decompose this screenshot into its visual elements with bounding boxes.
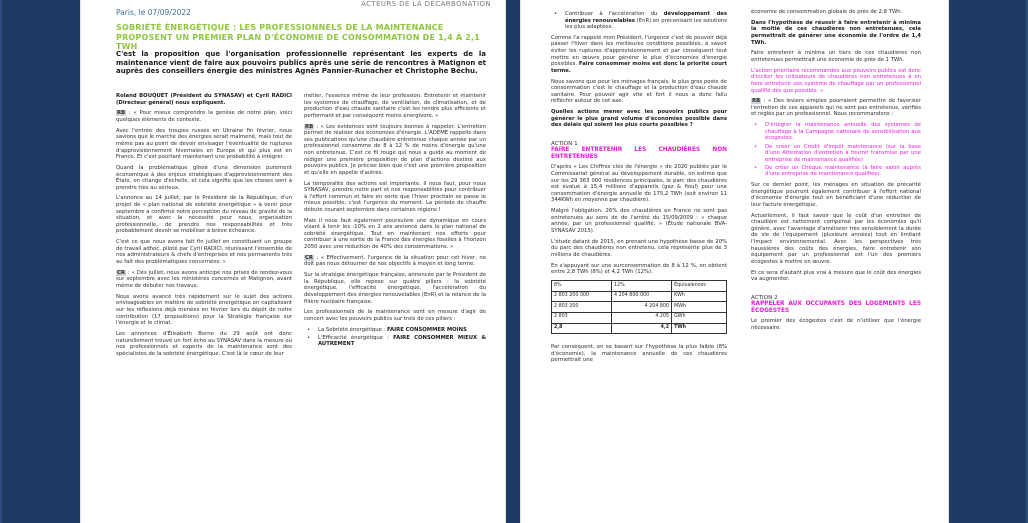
table-cell: 4 204 800 <box>612 302 672 313</box>
action-2-label: ACTION 2 <box>751 294 778 301</box>
table-row <box>552 291 727 302</box>
paragraph: métier, l'essence même de leur profession. Entretenir et maintenir les systèmes de chauffage, de ventilation, de climatisation, et de production d'eau chaude sanitaire c'est les rendre plus efficients et performant et par conséquent moins énergivore. » <box>304 93 486 119</box>
paragraph: Sur ce dernier point, les ménages en situation de précarité énergétique pourront également contribuer à l'effort national d'économie d'énergie tout en bénéficiant d'une réduction de leur facture énergétique. <box>751 182 921 208</box>
paragraph: Et ce sera d'autant plus vrai à mesure que le coût des énergies va augmenter. <box>751 269 921 283</box>
action-2-title: RAPPELER AUX OCCUPANTS DES LOGEMENTS LES ÉCOGESTES <box>751 301 921 315</box>
table-cell: 4,2 <box>612 323 672 334</box>
pillar-label: Contribuer à l'accélération du <box>565 11 664 17</box>
paragraph: Les annonces d'Élisabeth Borne du 29 août ont donc naturellement trouvé un fort écho au SYNASAV dans la mesure où nos professionnels et experts de la maintenance sont des spécialistes de la sobriété énergétique. C'est là le cœur de leur <box>116 330 292 357</box>
priority-recommendation: L'action prioritaire recommandée aux pouvoirs publics est donc d'inciter les utilisateurs de chaudières non entretenues à en faire entretenir son système de chauffage par un professionnel qualifié dès que possible. » <box>751 67 921 94</box>
paragraph-text: : « Pour mieux comprendre la genèse de notre plan, voici quelques éléments de contexte. <box>116 110 292 123</box>
paragraph <box>304 255 486 268</box>
paragraph-text: : « Les évidences sont toujours bonnes à rappeler. L'entretien permet de réaliser des économies d'énergie. L'ADEME rappelle dans ses publications qu'une chaudière entretenue chaque année par un professionnel consomme de 8 à 12 % de moins d'énergie qu'une non entretenue. C'est ce fil rouge qui nous a guidé au moment de rédiger une première proposition de plan d'actions destiné aux pouvoirs publics. Je précise bien que c'est une première proposition et qu'elle en appelle d'autres. <box>304 123 486 176</box>
paragraph: En s'appuyant sur une surconsommation de 8 à 12 %, on obtient entre 2,8 TWh (8%) et 4,2 TWh (12%). <box>551 262 727 276</box>
paragraph: Actuellement, il faut savoir que le coût d'un entretien de chaudière est nettement compensé par les économies qu'il génère, avec l'avantage d'améliorer très sensiblement la durée de vie de l'équipement (plusieurs années) tout en limitant l'impact environnemental. Avec les perspectives très haussières des coûts des énergies, faire entretenir son équipement par un professionnel est l'un des premiers écogestes à mettre en œuvre. <box>751 212 921 265</box>
recommendation-list <box>751 122 921 178</box>
page1-column-1 <box>116 93 292 361</box>
table-cell: 2 803 200 000 <box>552 291 612 302</box>
pillar-list <box>304 327 486 348</box>
paragraph: D'après « Les Chiffres clés de l'énergie » de 2020 publiés par le Commissariat général au développement durable, on estime que sur les 29 363 000 résidences principales, le parc des chaudières est évalué à 15,4 millions d'appareils (gaz & fioul) pour une consommation d'énergie annuelle de 175,2 TWh (soit environ 11 344KWh en moyenne par chaudière). <box>551 164 727 204</box>
table-cell: 2,8 <box>552 323 612 334</box>
table-cell: 2 803 200 <box>552 302 612 313</box>
paragraph: L'annonce au 14 juillet, par le Président de la République, d'un projet de « plan national de sobriété énergétique » à venir pour septembre a confirmé notre perception du niveau de gravité de la situation, et avec la nécessité pour nous, organisation professionnelle, de prendre nos responsabilités et très probablement devoir se mobiliser à brève échéance. <box>116 195 292 235</box>
paragraph: Quand la problématique glisse d'une dimension purement économique à des enjeux stratégiques d'approvisionnement des États, on change d'échelle, et cela signifie que les choses sont à prendre très au sérieux. <box>116 164 292 191</box>
pillar-item <box>304 327 486 334</box>
pillar-label: La Sobriété énergétique : <box>318 326 388 333</box>
page1-column-2 <box>304 93 486 352</box>
equivalence-table <box>551 280 727 334</box>
table-cell: 4 204 800 000 <box>612 291 672 302</box>
document-page-1 <box>80 0 506 523</box>
table-cell: 4 205 <box>612 312 672 323</box>
paragraph: Nous savons que pour les ménages français, le plus gros poste de consommation c'est le chauffage et la production d'eau chaude sanitaire. Pour pouvoir agir vite et fort il nous a donc fallu réfléchir autour de cet axe. <box>551 78 727 105</box>
pillar-list-continued <box>551 11 727 31</box>
table-header-cell: 12% <box>612 281 672 292</box>
table-row <box>552 312 727 323</box>
paragraph-text: : « Des leviers simples pourraient permettre de favoriser l'entretien de ces appareils qui ne sont pas entretenus, vérifiés et réglés par un professionnel. Nous recommandons : <box>751 98 921 118</box>
paragraph-emphasis: Dans l'hypothèse de réussir à faire entretenir à minima la moitié de ces chaudières non entretenues, cela permettrait de générer une économie de l'ordre de 1,4 TWh. <box>751 19 921 46</box>
table-header-cell: 8% <box>552 281 612 292</box>
speaker-initials: CR <box>305 254 313 261</box>
paragraph-emphasis: Faire consommer moins est donc la priorité court terme. <box>551 61 727 74</box>
speaker-initials: RB <box>117 110 126 117</box>
key-question: Quelles actions mener avec les pouvoirs publics pour générer le plus grand volume d'économies possible dans des délais qui soient les plus courts possibles ? <box>551 109 727 129</box>
table-header-cell: Équivalences <box>672 281 727 292</box>
paragraph: Les professionnels de la maintenance sont en mesure d'agir de concert avec les pouvoirs publics sur trois de ces piliers : <box>304 309 486 322</box>
pillar-item <box>551 11 727 31</box>
pillar-goal: FAIRE CONSOMMER MIEUX & AUTREMENT <box>318 334 486 348</box>
paragraph-text: : « Dès juillet, nous avons anticipé nos prises de rendez-vous sur septembre avec les ministères concernés et Matignon, avant même de débuter nos travaux. <box>116 269 292 289</box>
recommendation-item: • De créer un Chèque maintenance (à faire valoir auprès d'une entreprise de maintenance qualifiée). <box>751 165 921 178</box>
page2-column-1 <box>551 9 727 368</box>
header-tag: ACTEURS DE LA DÉCARBONATION <box>361 0 491 8</box>
paragraph <box>116 270 292 290</box>
paragraph-text: Comme l'a rappelé mon Président, l'urgence c'est de pouvoir déjà passer l'hiver dans les meilleures conditions possibles, à savoir éviter les ruptures d'approvisionnement et par conséquent tout mettre en œuvre pour générer le plus d'économies d'énergie possibles. <box>551 34 727 68</box>
table-cell: TWh <box>672 323 727 334</box>
pillar-detail: (EnR) en préconisant les solutions les plus adaptées. <box>565 17 727 31</box>
pillar-label: L'Efficacité énergétique : <box>318 334 394 341</box>
page2-column-2 <box>751 9 921 336</box>
paragraph: L'étude datant de 2015, en prenant une hypothèse basse de 20% du parc des chaudières non entretenu, cela représente plus de 3 millions de chaudières. <box>551 238 727 258</box>
paragraph: Sur la stratégie énergétique française, annoncée par le Président de la République, elle repose sur quatre piliers : la sobriété énergétique, l'efficacité énergétique, l'accélération du développement des énergies renouvelables (EnR) et la relance de la filière nucléaire française. <box>304 272 486 305</box>
document-page-2 <box>520 0 949 523</box>
table-cell: 2 803 <box>552 312 612 323</box>
action-1-title: FAIRE ENTRETENIR LES CHAUDIÈRES NON ENTRETENUES <box>551 147 727 161</box>
paragraph: Par conséquent, en se basant sur l'hypothèse la plus faible (8% d'économie), la maintenance annuelle de ces chaudières permettrait une <box>551 344 727 364</box>
press-date: Paris, le 07/09/2022 <box>116 8 191 17</box>
paragraph <box>551 35 727 75</box>
paragraph: C'est ce que nous avons fait fin juillet en constituant un groupe de travail adhoc, piloté par Cyril RADICI, réunissant l'ensemble de nos administrateurs & chefs d'entreprises et nos permanents très au fait des problématiques concernées. » <box>116 239 292 265</box>
paragraph: économie de consommation globale de près de 2,8 TWh. <box>751 9 903 15</box>
pillar-goal: FAIRE CONSOMMER MOINS <box>387 326 467 333</box>
paragraph <box>751 98 921 118</box>
paragraph-text: : « Effectivement, l'urgence de la situation pour cet hiver, ne doit pas nous détourner de nos objectifs à moyen et long terme. <box>304 254 486 268</box>
pillar-item <box>304 335 486 348</box>
table-cell: MWh <box>672 302 727 313</box>
paragraph <box>116 110 292 123</box>
paragraph: Le premier des écogestes c'est de n'utiliser que l'énergie nécessaire. <box>751 318 921 331</box>
press-title: SOBRIÉTÉ ÉNERGÉTIQUE : LES PROFESSIONNELS DE LA MAINTENANCE PROPOSENT UN PREMIER PLAN D'ÉCONOMIE DE CONSOMMATION DE 1,4 À 2,1 TWH <box>116 23 481 51</box>
viewer-edge-left <box>0 0 2 523</box>
press-lede: C'est la proposition que l'organisation professionnelle représentant les experts de la maintenance vient de faire aux pouvoirs publics après une série de rencontres à Matignon et auprès des conseillers énergie des ministres Agnès Pannier-Runacher et Christophe Béchu. <box>116 50 486 76</box>
table-cell: KWh <box>672 291 727 302</box>
paragraph: Mais il nous faut également poursuivre une dynamique en cours visant à tenir les -10% en 2 ans annoncé dans le plan national de sobriété énergétique. Tout en maintenant nos efforts pour contribuer à une sortie de la France des énergies fossiles à l'horizon 2050 avec une réduction de 40% des consommations. » <box>304 217 486 251</box>
speaker-initials: CR <box>117 269 125 276</box>
recommendation-item: • De créer un Crédit d'impôt maintenance (sur la base d'une Attestation d'entretien à fournir transmise par une entreprise de maintenance qualifiée) <box>751 144 921 164</box>
table-cell: GWh <box>672 312 727 323</box>
table-header-row <box>552 281 727 292</box>
paragraph: Malgré l'obligation, 26% des chaudières en France ne sont pas entretenues au sens de de l'arrêté du 15/09/2009 : « chaque année, par un professionnel qualifié. » (Étude nationale BVA-SYNASAV 2015). <box>551 208 727 234</box>
paragraph: La temporalité des actions est importante. Il nous faut, pour nous SYNASAV, prendre notre part et nos responsabilités pour contribuer à l'effort commun et faire en sorte que l'hiver prochain se passe le mieux possible, c'est l'urgence du moment. La période de chauffe débute courant septembre dans certaines régions ! <box>304 180 486 213</box>
table-row-total <box>552 323 727 334</box>
paragraph: Nous avons avancé très rapidement sur le sujet des actions envisageables en matière de sobriété énergétique en capitalisant sur les réflexions déjà menées en février lors du dépôt de notre contribution (17 propositions) pour la Stratégie française sur l'énergie et le climat. <box>116 293 292 327</box>
speaker-initials: RB <box>752 98 761 105</box>
pillar-goal: développement des énergies renouvelables <box>565 11 728 24</box>
intro-paragraph: Roland BOUQUET (Président du SYNASAV) et Cyril RADICI (Directeur général) nous expliquent. <box>116 93 292 106</box>
paragraph: Avec l'entrée des troupes russes en Ukraine fin février, nous savions que le marché des énergies serait malmené, mais tout de même pas au point de devoir envisager l'éventualité de ruptures d'approvisionnement hivernales en Europe et qui plus est en France. Et c'est pourtant maintenant une probabilité à intégrer. <box>116 127 292 161</box>
paragraph: Faire entretenir à minima un tiers de ces chaudières non entretenues permettrait une économie de près de 1 TWh. <box>751 50 921 63</box>
table-row <box>552 302 727 313</box>
recommendation-item: • D'intégrer la maintenance annuelle des systèmes de chauffage à la Campagne nationale de sensibilisation aux écogestes. <box>751 122 921 142</box>
paragraph <box>304 124 486 177</box>
action-1-label: ACTION 1 <box>551 140 578 147</box>
speaker-initials: RB <box>305 123 314 130</box>
